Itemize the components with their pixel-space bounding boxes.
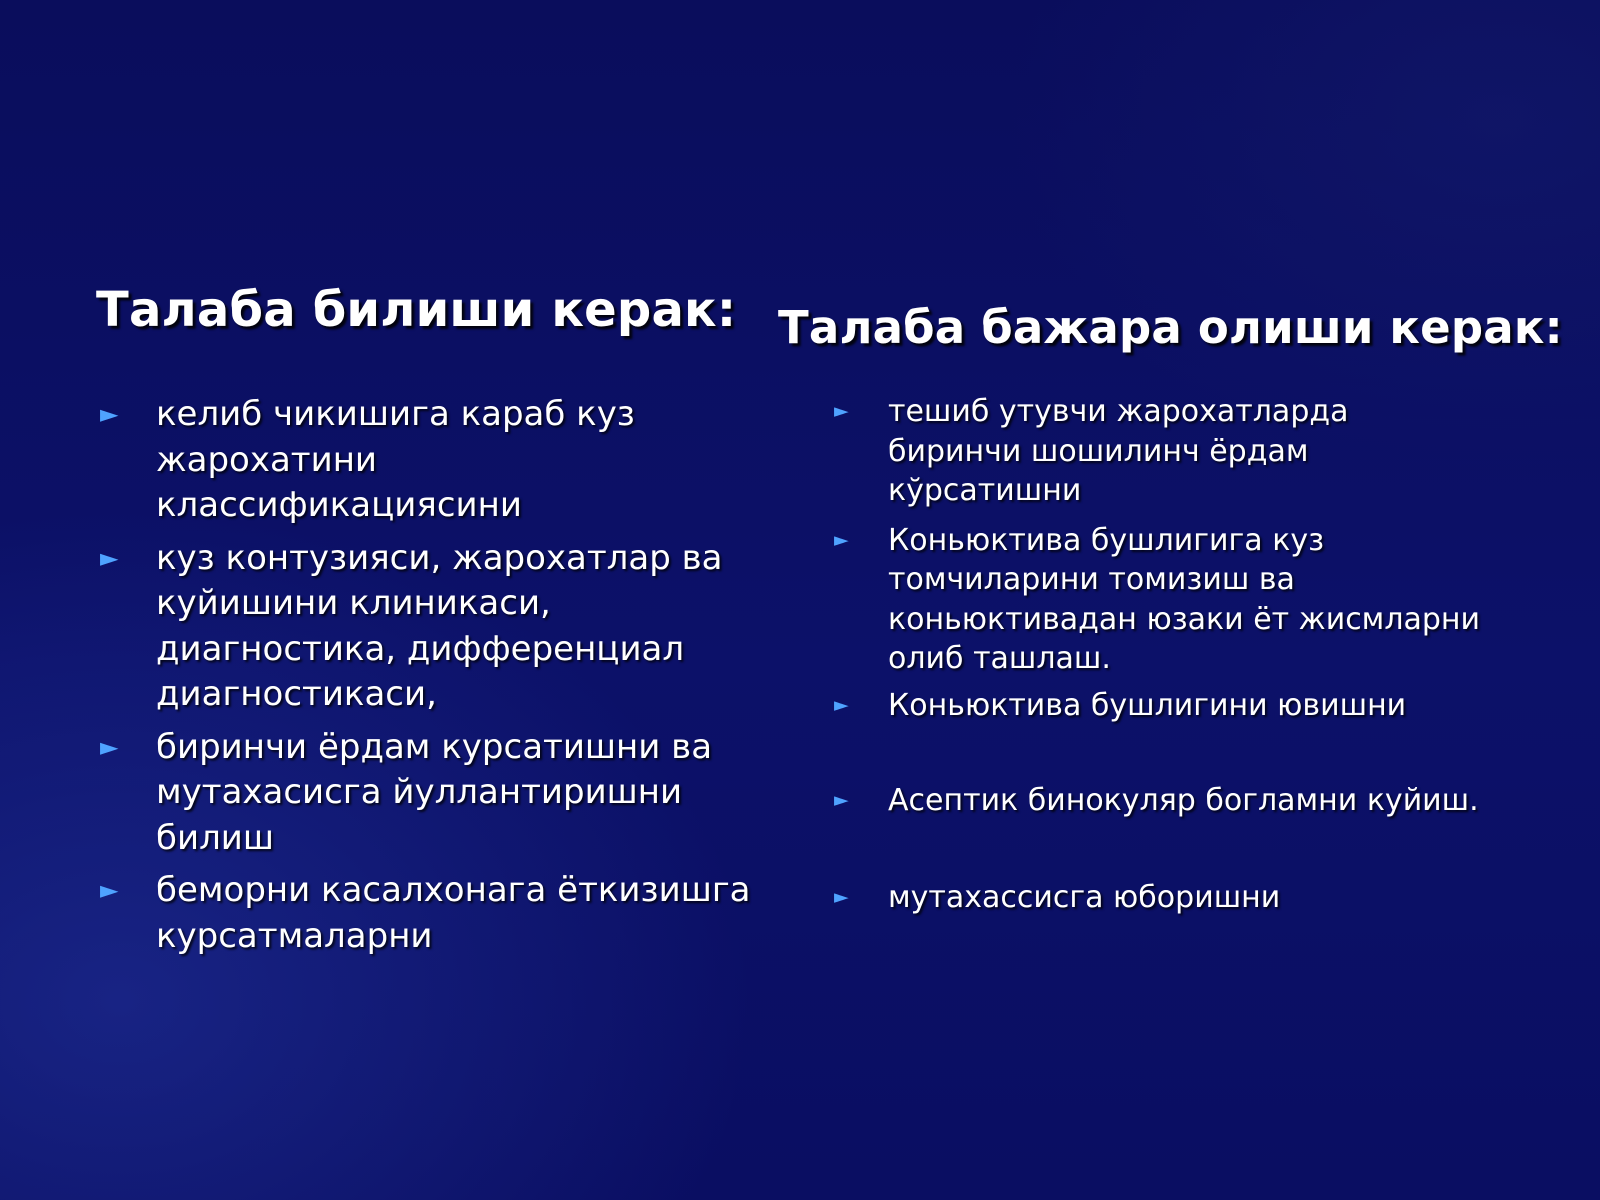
- right-bullet-list: [830, 392, 1550, 917]
- bullet-arrow-icon: ►: [100, 876, 119, 904]
- list-item-text: куз контузияси, жарохатлар ва куйишини клиникаси, диагностика, дифференциал диагностикаси,: [156, 537, 723, 714]
- list-item: [100, 725, 780, 862]
- list-item: [830, 686, 1550, 726]
- list-item: [100, 536, 780, 718]
- list-item: [100, 868, 780, 959]
- bullet-arrow-icon: ►: [834, 885, 849, 908]
- list-item-text: тешиб утувчи жарохатларда биринчи шошилинч ёрдам кўрсатишни: [888, 394, 1349, 508]
- bullet-arrow-icon: ►: [100, 732, 119, 761]
- list-item-text: мутахассисга юборишни: [888, 879, 1281, 915]
- bullet-arrow-icon: ►: [100, 400, 119, 428]
- list-item: [100, 392, 780, 529]
- bullet-arrow-icon: ►: [834, 400, 849, 422]
- list-item: [830, 878, 1550, 918]
- list-item: [830, 392, 1550, 511]
- list-item: [830, 781, 1550, 821]
- list-item-text: биринчи ёрдам курсатишни ва мутахасисга йуллантиришни билиш: [156, 726, 713, 858]
- list-item-text: Коньюктива бушлигига куз томчиларини томизиш ва коньюктивадан юзаки ёт жисмларни олиб ташлаш.: [888, 522, 1481, 676]
- bullet-arrow-icon: ►: [834, 528, 849, 551]
- left-bullet-list: [100, 392, 780, 966]
- list-item: [830, 521, 1550, 679]
- list-item-text: келиб чикишига караб куз жарохатини классификациясини: [156, 394, 635, 525]
- list-item-text: Асептик бинокуляр богламни куйиш.: [888, 783, 1479, 818]
- list-item-text: беморни касалхонага ёткизишга курсатмаларни: [156, 870, 751, 956]
- bullet-arrow-icon: ►: [100, 543, 119, 572]
- bullet-arrow-icon: ►: [834, 693, 849, 716]
- list-item-text: Коньюктива бушлигини ювишни: [888, 687, 1407, 723]
- bullet-arrow-icon: ►: [834, 789, 849, 811]
- right-column-title: Талаба бажара олиши керак:: [778, 301, 1563, 354]
- left-column-title: Талаба билиши керак:: [96, 282, 737, 338]
